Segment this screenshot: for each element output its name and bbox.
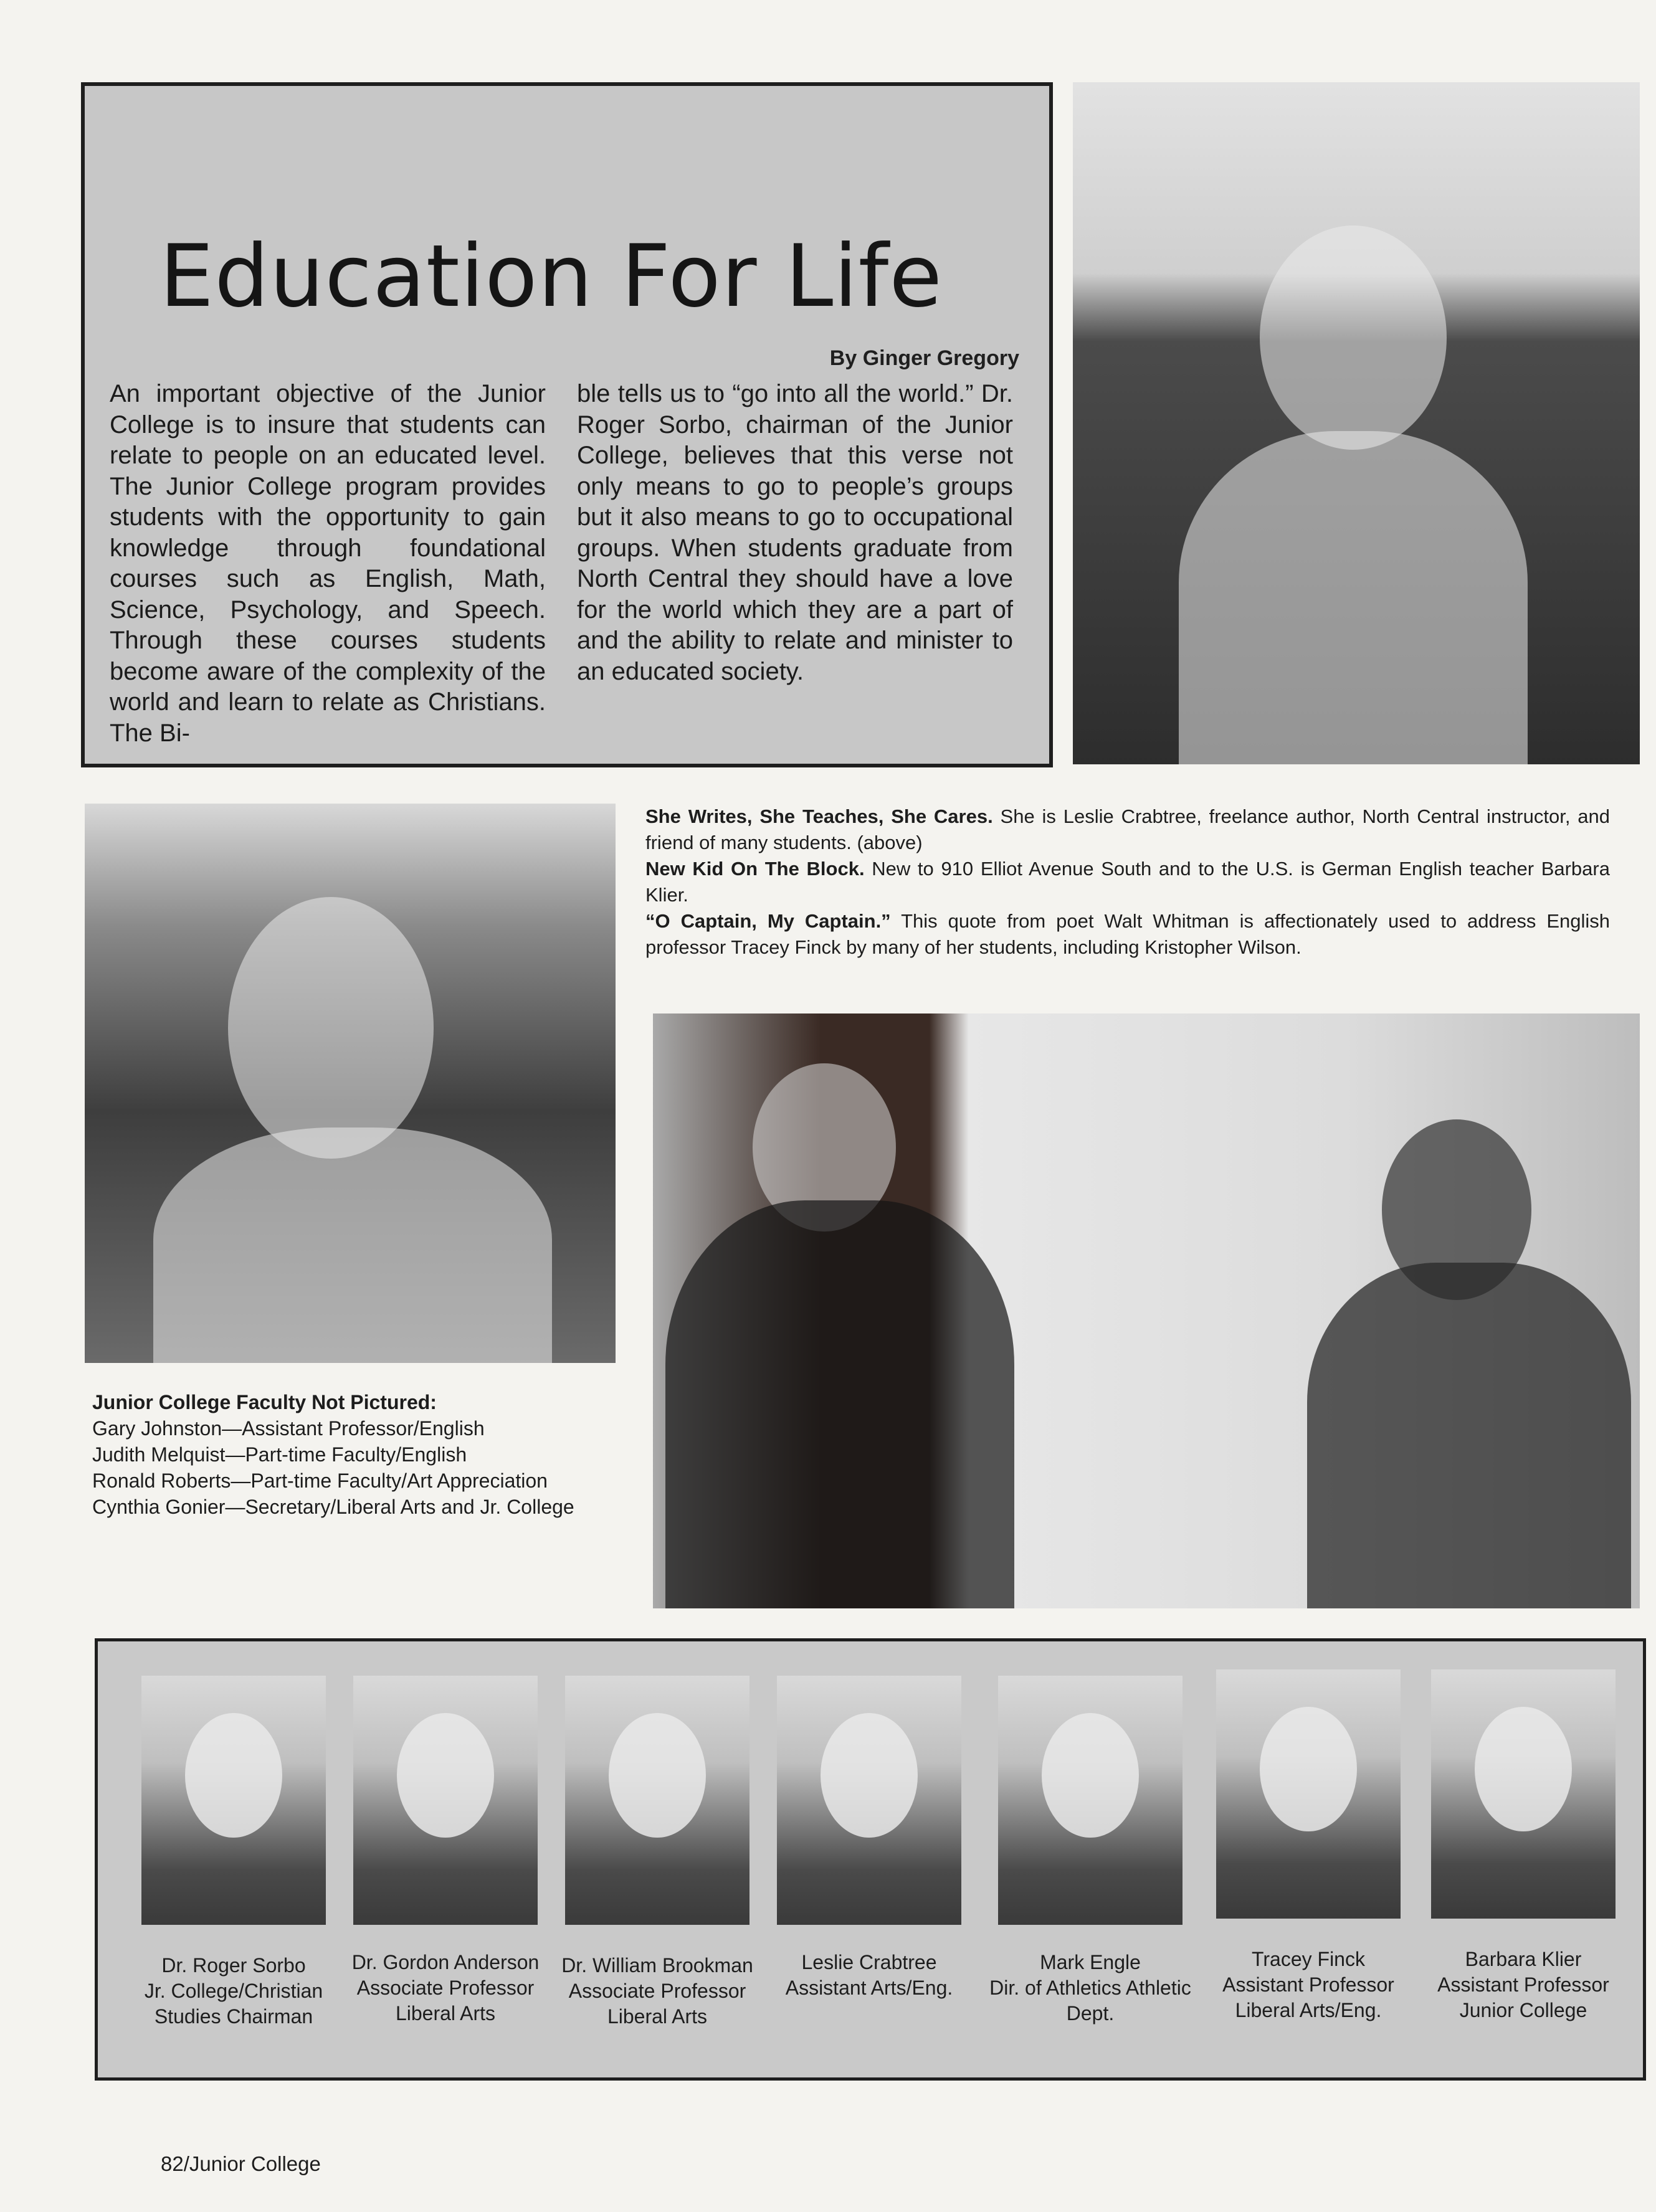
photo-tracey-finck-student [653, 1013, 1640, 1608]
not-pictured-heading: Junior College Faculty Not Pictured: [92, 1391, 437, 1413]
faculty-label: Barbara Klier Assistant Professor Junior College [1437, 1948, 1609, 2021]
portrait-barbara-klier [1431, 1669, 1616, 1919]
photo-captions [645, 804, 1610, 961]
portrait-william-brookman [565, 1676, 749, 1925]
caption-1: She Writes, She Teaches, She Cares. She is Leslie Crabtree, freelance author, North Central instructor, and friend of many students. (above) [645, 805, 1610, 853]
faculty-label: Dr. Gordon Anderson Associate Professor Liberal Arts [351, 1951, 540, 2025]
page-title: Education For Life [159, 226, 943, 326]
portrait-leslie-crabtree [777, 1676, 961, 1925]
faculty-label: Dr. William Brookman Associate Professor Liberal Arts [561, 1954, 753, 2028]
portrait-roger-sorbo [141, 1676, 326, 1925]
faculty-label: Leslie Crabtree Assistant Arts/Eng. [785, 1951, 953, 1999]
faculty-portraits [95, 1638, 1646, 2081]
faculty-label: Tracey Finck Assistant Professor Liberal Arts/Eng. [1222, 1948, 1394, 2021]
intro-text-left: An important objective of the Junior College is to insure that students can relate to people on an educated level. The Junior College program provides students with the opportunity to gain knowledge through foundational courses such as English, Math, Science, Psychology, and Speech. Through these courses students become aware of the complexity of the world and learn to relate as Christians. The Bi- [110, 380, 546, 747]
not-pictured-line: Ronald Roberts—Part-time Faculty/Art Appreciation [92, 1469, 548, 1492]
not-pictured-line: Cynthia Gonier—Secretary/Liberal Arts and Jr. College [92, 1496, 574, 1518]
portrait-tracey-finck [1216, 1669, 1401, 1919]
caption-2: New Kid On The Block. New to 910 Elliot Avenue South and to the U.S. is German English teacher Barbara Klier. [645, 858, 1610, 906]
not-pictured-line: Judith Melquist—Part-time Faculty/English [92, 1443, 467, 1466]
faculty-label: Dr. Roger Sorbo Jr. College/Christian Studies Chairman [144, 1954, 323, 2028]
photo-leslie-crabtree [1073, 82, 1640, 764]
not-pictured-line: Gary Johnston—Assistant Professor/English [92, 1417, 485, 1440]
caption-3: “O Captain, My Captain.” This quote from poet Walt Whitman is affectionately used to address English professor Tracey Finck by many of her students, including Kristopher Wilson. [645, 910, 1610, 958]
byline: By Ginger Gregory [829, 346, 1019, 370]
intro-text-right: ble tells us to “go into all the world.” Dr. Roger Sorbo, chairman of the Junior College, believes that this verse not only means to go to people’s groups but it also means to go to occupational groups. When students graduate from North Central they should have a love for the world which they are a part of and the ability to relate and minister to an educated society. [577, 380, 1013, 685]
portrait-gordon-anderson [353, 1676, 538, 1925]
portrait-mark-engle [998, 1676, 1183, 1925]
page-folio: 82/Junior College [161, 2152, 321, 2175]
faculty-not-pictured [92, 1389, 622, 1520]
faculty-label: Mark Engle Dir. of Athletics Athletic Dept. [989, 1951, 1191, 2025]
feature-box [81, 82, 1053, 767]
photo-barbara-klier [85, 804, 616, 1363]
